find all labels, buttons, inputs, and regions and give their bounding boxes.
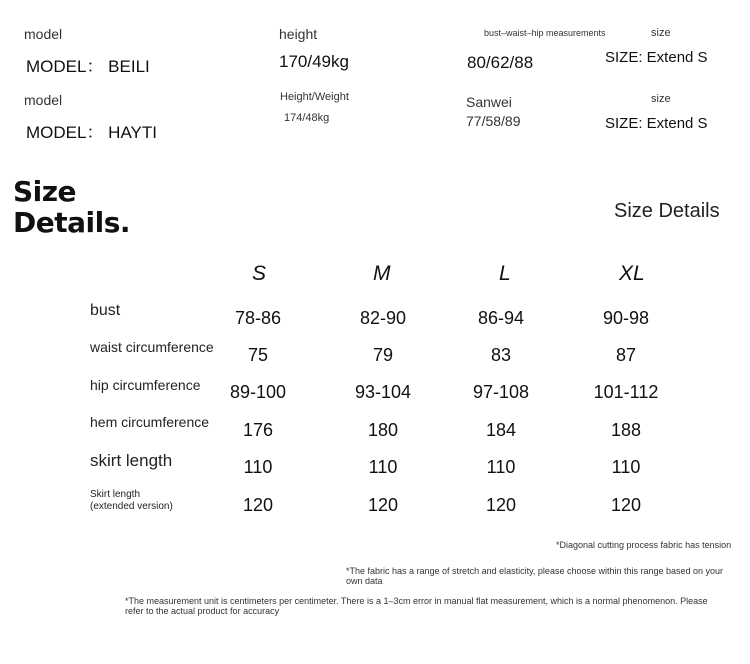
cell-skirt-length-s: 110 (243, 457, 273, 477)
cell-bust-m: 82-90 (359, 308, 407, 328)
model1-measurements-label: bust–waist–hip measurements (484, 28, 606, 38)
cell-hip-xl: 101-112 (593, 382, 659, 402)
cell-waist-m: 79 (372, 345, 394, 365)
model1-size-label: size (651, 27, 671, 39)
size-details-title (13, 176, 130, 238)
model1-name: MODEL： BEILI (26, 57, 150, 76)
cell-bust-xl: 90-98 (602, 308, 650, 328)
model1-height-label: height (279, 26, 318, 42)
model2-height-label: Height/Weight (280, 91, 349, 103)
cell-hem-xl: 188 (610, 420, 642, 440)
cell-hem-l: 184 (485, 420, 517, 440)
row-label-skirt-length-extended-line1: Skirt length (90, 489, 141, 500)
cell-skirt-length-ext-s: 120 (242, 495, 274, 515)
model1-size-value: SIZE: Extend S (605, 49, 708, 66)
cell-skirt-length-ext-m: 120 (367, 495, 399, 515)
size-header-xl: XL (619, 262, 645, 285)
note-measurement-unit: *The measurement unit is centimeters per centimeter. There is a 1–3cm error in manual flat measurement, which is a normal phenomenon. Please refer to the actual product for accuracy (125, 596, 708, 616)
row-label-waist: waist circumference (90, 339, 214, 355)
row-label-bust: bust (90, 302, 121, 319)
model2-measurements-value: 77/58/89 (466, 113, 521, 129)
model2-measurements-label: Sanwei (466, 94, 512, 110)
cell-hem-s: 176 (242, 420, 274, 440)
row-label-hip: hip circumference (90, 377, 201, 393)
cell-waist-xl: 87 (615, 345, 637, 365)
note-diagonal-cutting: *Diagonal cutting process fabric has tension (556, 540, 732, 550)
note-fabric-stretch: *The fabric has a range of stretch and elasticity, please choose within this range based on your own data (346, 566, 724, 586)
model2-name: MODEL： HAYTI (26, 123, 157, 142)
row-label-hem: hem circumference (90, 414, 210, 430)
model2-size-value: SIZE: Extend S (605, 115, 708, 132)
model2-size-label: size (651, 93, 671, 105)
size-details-title-line1: Size (13, 175, 77, 208)
cell-hip-l: 97-108 (472, 382, 530, 402)
cell-skirt-length-ext-xl: 120 (610, 495, 642, 515)
cell-skirt-length-l: 110 (486, 457, 516, 477)
row-label-skirt-length: skirt length (90, 451, 173, 470)
row-label-skirt-length-extended (90, 489, 173, 513)
cell-bust-s: 78-86 (234, 308, 282, 328)
cell-waist-s: 75 (247, 345, 269, 365)
size-details-title-line2: Details. (13, 206, 131, 239)
cell-waist-l: 83 (490, 345, 512, 365)
size-details-subtitle: Size Details (614, 200, 720, 222)
model2-label: model (24, 92, 63, 108)
cell-skirt-length-m: 110 (368, 457, 398, 477)
size-header-s: S (252, 262, 267, 285)
size-header-l: L (499, 262, 511, 285)
cell-hem-m: 180 (367, 420, 399, 440)
model1-label: model (24, 26, 63, 42)
cell-bust-l: 86-94 (477, 308, 525, 328)
size-header-m: M (373, 262, 391, 285)
cell-hip-s: 89-100 (229, 382, 287, 402)
model2-height-value: 174/48kg (284, 112, 330, 124)
cell-skirt-length-ext-l: 120 (485, 495, 517, 515)
model1-measurements-value: 80/62/88 (467, 53, 534, 72)
row-label-skirt-length-extended-line2: (extended version) (90, 501, 173, 512)
cell-hip-m: 93-104 (354, 382, 412, 402)
cell-skirt-length-xl: 110 (611, 457, 641, 477)
model1-height-value: 170/49kg (279, 52, 349, 71)
